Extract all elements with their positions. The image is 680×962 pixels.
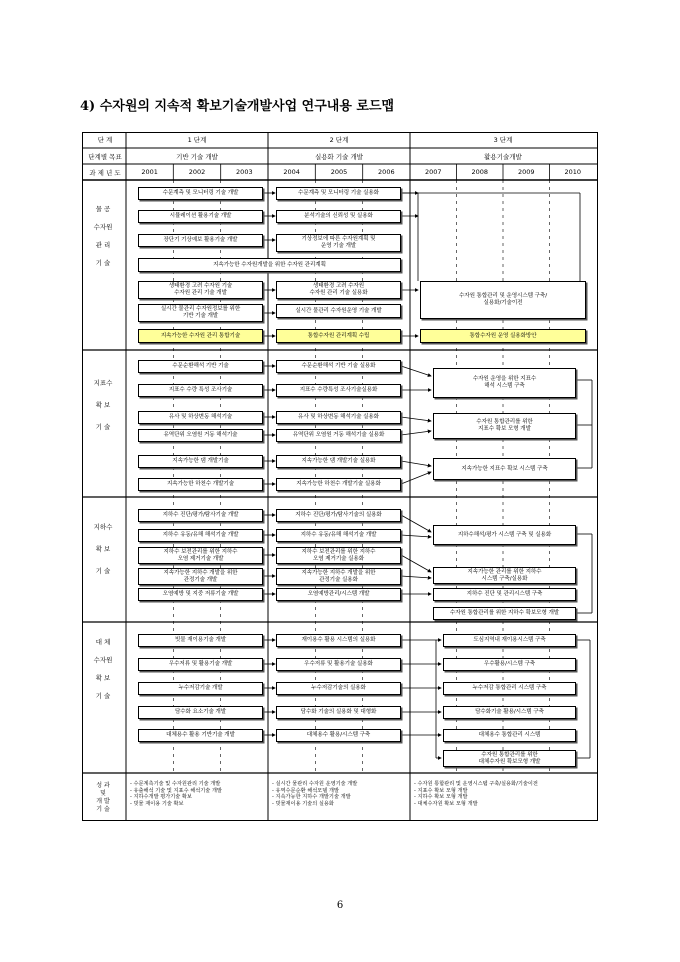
header-year-label: 과 제 년 도 xyxy=(89,169,121,177)
task-box: 지속가능한 수자원개발을 위한 수자원 관리계획 xyxy=(138,258,401,272)
header-goal-3: 활용기술개발 xyxy=(484,153,522,161)
task-box: 대체용수 활용/시스템 구축 xyxy=(276,729,401,742)
task-box: 오염예방관리/시스템 개발 xyxy=(276,588,401,601)
task-box: 담수화 기술의 실용화 및 대형화 xyxy=(276,706,401,719)
connector-arrow xyxy=(401,576,431,578)
task-box: 수자원 통합관리 및 운영시스템 구축/ 실용화/기술이전 xyxy=(420,281,586,319)
task-box: 지하수해석/평가 시스템 구축 및 실용화 xyxy=(433,525,576,545)
connector-arrow xyxy=(401,535,431,537)
task-box: 생태환경 고려 수자원 수자원 관리 기술 실용화 xyxy=(276,281,401,299)
task-box: 유사 및 하상변동 해석기술 실용화 xyxy=(276,411,401,424)
task-box: 지속가능한 지하수 개발을 위한 관정기술 실용화 xyxy=(276,568,401,585)
connector-arrow xyxy=(401,555,431,572)
header-year: 2003 xyxy=(236,168,253,176)
task-box: 지표수 수량 특성 조사기술 xyxy=(138,384,263,397)
task-box: 도심지역내 재이용시스템 구축 xyxy=(443,634,576,647)
header-year: 2006 xyxy=(378,168,395,176)
task-box: 수자원 통합관리를 위한 지하수 확보모형 개발 xyxy=(433,607,576,620)
task-box: 재이용수 활용 시스템의 실용화 xyxy=(276,634,401,647)
task-box: 실시간 물관리 수자원정보를 위한 기반 기술 개발 xyxy=(138,304,263,322)
header-year: 2002 xyxy=(188,168,206,176)
task-box: 생태환경 고려 수자원 기술 수자원 관리 기술 개발 xyxy=(138,281,263,299)
task-box: 장단기 기상예보 활용기술 개발 xyxy=(138,234,263,247)
task-box: 우수활용/시스템 구축 xyxy=(443,658,576,671)
task-box: 대체용수 활용 기반기술 개발 xyxy=(138,729,263,742)
task-box: 누수저감기술의 실용화 xyxy=(276,682,401,695)
task-box: 우수저류 및 활용기술 개발 xyxy=(138,658,263,671)
task-box: 지하수 보전관리를 위한 지하수 오염 제거기술 개발 xyxy=(138,547,263,564)
task-box: 유사 및 하상변동 해석기술 xyxy=(138,411,263,424)
page-title: 4) 수자원의 지속적 확보기술개발사업 연구내용 로드맵 xyxy=(80,99,395,114)
outcomes-label: 성 과 및 개 발 기 술 xyxy=(96,782,110,813)
header-stage-1: 1 단계 xyxy=(187,136,207,144)
task-box: 지하수 유동/유해 해석기술 개발 xyxy=(138,529,263,542)
connector-arrow xyxy=(401,366,431,376)
header-year: 2010 xyxy=(564,168,582,176)
task-box: 지속가능한 하천수 개발기술 실용화 xyxy=(276,478,401,491)
task-box: 지하수 보전관리를 위한 지하수 오염 제거기술 실용화 xyxy=(276,547,401,564)
task-box: 지속가능한 지하수 개발을 위한 관정기술 개발 xyxy=(138,568,263,585)
section-label-water-management: 물 공 수자원 관 리 기 술 xyxy=(93,205,113,267)
task-box: 지하수 진단 및 관리시스템 구축 xyxy=(433,588,576,601)
connector-arrow xyxy=(401,431,431,435)
task-box: 우수저류 및 활용기술 실용화 xyxy=(276,658,401,671)
task-box: 빗물 재이용기술 개발 xyxy=(138,634,263,647)
task-box: 지속가능한 하천수 개발기술 xyxy=(138,478,263,491)
task-box: 실시간 물관리 수자원운영 기술 개발 xyxy=(276,304,401,318)
task-box: 대체용수 통합관리 시스템 xyxy=(443,729,576,742)
task-box: 지하수 진단/평가/탐사기술의 실용화 xyxy=(276,509,401,522)
task-box: 오염예방 및 지중 저류기술 개발 xyxy=(138,588,263,601)
task-box-highlight: 지속가능한 수자원 관리 통합기술 xyxy=(138,329,263,343)
connector-arrow xyxy=(401,417,431,421)
task-box: 유역단위 오염원 거동 해석기술 xyxy=(138,429,263,442)
connector-arrow xyxy=(401,472,431,484)
task-box: 수자원 통합관리를 위한 대체수자원 확보모형 개발 xyxy=(443,750,576,767)
header-year: 2009 xyxy=(517,168,535,176)
section-label-alternative-water: 대 체 수자원 확 보 기 술 xyxy=(93,638,113,700)
task-box: 지하수 유동/유해 해석기술 개발 xyxy=(276,529,401,542)
page-number: 6 xyxy=(336,900,344,911)
task-box: 지속가능한 댐 개발기술 실용화 xyxy=(276,455,401,468)
task-box: 분석기술의 신뢰성 및 실용화 xyxy=(276,210,401,223)
task-box: 수문계측 및 모니터링 기술 개발 xyxy=(138,187,263,200)
task-box: 지속가능한 지표수 확보 시스템 구축 xyxy=(433,458,576,480)
task-box-highlight: 통합수자원 운영 실용화방안 xyxy=(420,329,586,343)
task-box: 담수화 요소기술 개발 xyxy=(138,706,263,719)
header-stage-3: 3 단계 xyxy=(493,136,513,144)
task-box: 지표수 수량특성 조사기술실용화 xyxy=(276,384,401,397)
task-box: 지하수 진단/평가/탐사기술 개발 xyxy=(138,509,263,522)
task-box: 누수저감기술 개발 xyxy=(138,682,263,695)
header-year: 2004 xyxy=(283,168,300,176)
header-year: 2008 xyxy=(471,168,489,176)
header-year: 2005 xyxy=(330,168,348,176)
outcome-stage-1: - 수문계측기술 및 수자원관리 기술 개발 - 유출해석 기술 및 지표수 해석기술 개발 - 지하수개발 평가기술 확보 - 빗물 재이용 기술 확보 xyxy=(130,781,222,807)
task-box: 수문순환해석 기반 기술 실용화 xyxy=(276,360,401,373)
section-label-groundwater: 지하수 확 보 기 술 xyxy=(93,523,113,575)
task-box: 수자원 통합관리를 위한 지표수 확보 모형 개발 xyxy=(433,413,576,439)
task-box: 기상정보에 따른 수자원계획 및 운영 기술 개발 xyxy=(276,234,401,252)
task-box: 시뮬레이션 활용기술 개발 xyxy=(138,210,263,223)
task-box: 유역단위 오염원 거동 해석기술 실용화 xyxy=(276,429,401,442)
header-year: 2007 xyxy=(424,168,442,176)
outcome-stage-2: - 실시간 물관리 수자원 운영기술 개발 - 유역수문순환 해석모델 개발 - 지속가능한 지하수 개발기술 개발 - 빗물재이용 기술의 실용화 xyxy=(272,781,358,807)
header-goal-2: 실용화 기술 개발 xyxy=(314,153,364,161)
connector-arrow xyxy=(401,515,431,532)
task-box: 수문순환해석 기반 기술 xyxy=(138,360,263,373)
outcome-stage-3: - 수자원 통합관리 및 운영시스템 구축/실용화/기술이전 - 지표수 확보 모형 개발 - 지하수 확보 모형 개발 - 대체수자원 확보 모형 개발 xyxy=(414,781,538,807)
header-goal-label: 단계별 목표 xyxy=(88,153,122,161)
task-box: 지속가능한 댐 개발기술 xyxy=(138,455,263,468)
task-box: 담수화기술 활용/시스템 구축 xyxy=(443,706,576,719)
header-year: 2001 xyxy=(141,168,158,176)
task-box: 수자원 운영을 위한 지표수 해석 시스템 구축 xyxy=(433,368,576,398)
task-box-highlight: 통합수자원 관리계획 수립 xyxy=(276,329,401,343)
task-box: 누수저감 통합관리 시스템 구축 xyxy=(443,682,576,695)
task-box: 수문계측 및 모니터링 기술 실용화 xyxy=(276,187,401,200)
header-goal-1: 기반 기술 개발 xyxy=(176,153,218,161)
task-box: 지속가능한 관리를 위한 지하수 시스템 구축/실용화 xyxy=(433,567,576,584)
header-stage-label: 단 계 xyxy=(97,136,113,144)
section-label-surface-water: 지표수 확 보 기 술 xyxy=(93,379,113,431)
connector-arrow xyxy=(401,461,431,466)
header-stage-2: 2 단계 xyxy=(329,136,349,144)
